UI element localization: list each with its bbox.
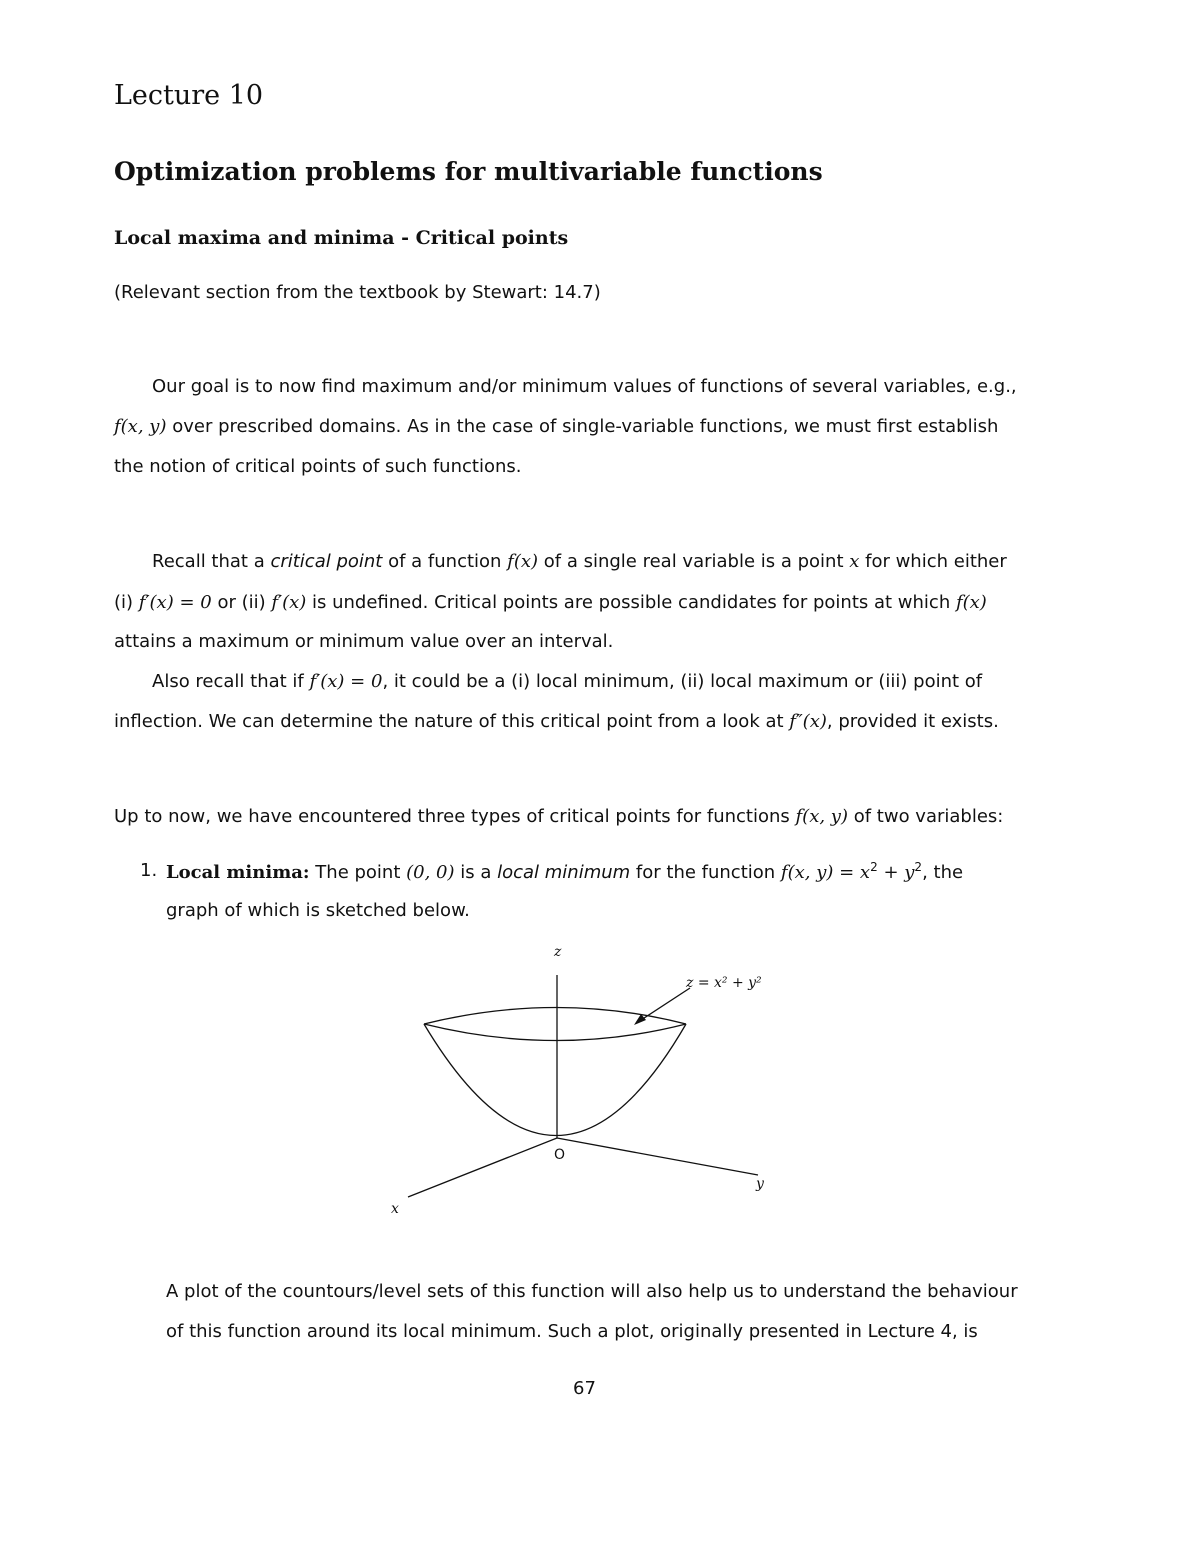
surface-equation-label: z = x² + y² [686, 975, 762, 991]
para2-line1 [152, 551, 1007, 572]
text: , it could be a (i) local minimum, (ii) local maximum or (iii) point of [382, 671, 983, 692]
text: is undefined. Critical points are possible candidates for points at which [306, 592, 956, 613]
list-item-1-line2: graph of which is sketched below. [166, 900, 470, 921]
text: is a [454, 862, 498, 883]
text: Up to now, we have encountered three types of critical points for functions [114, 806, 796, 827]
text: for which either [859, 551, 1007, 572]
y-axis-line [557, 1138, 758, 1175]
para4-line [114, 806, 1003, 827]
text: or (ii) [211, 592, 272, 613]
para2-line3: attains a maximum or minimum value over an interval. [114, 631, 614, 652]
text: for the function [630, 862, 781, 883]
subsection-title: Local maxima and minima - Critical points [114, 227, 569, 249]
z-axis-label: z [554, 944, 562, 960]
superscript: 2 [914, 860, 923, 874]
text: , the [922, 862, 964, 883]
math: f(x) [507, 551, 539, 572]
text: of a function [382, 551, 508, 572]
math: f′(x) = 0 [138, 592, 212, 613]
paraboloid-rim-front [424, 1024, 686, 1041]
text: inflection. We can determine the nature of this critical point from a look at [114, 711, 790, 732]
section-title: Optimization problems for multivariable functions [114, 157, 823, 186]
para3-line1 [152, 671, 982, 692]
math: f(x, y) [795, 806, 848, 827]
math: + y [877, 862, 915, 883]
para1-line2 [114, 416, 998, 437]
list-item-1-line1 [166, 860, 963, 883]
term-critical-point: critical point [270, 551, 383, 572]
origin-label: O [554, 1147, 566, 1163]
para1-line1: Our goal is to now find maximum and/or minimum values of functions of several variables, e.g., [152, 376, 1017, 397]
para1-line3: the notion of critical points of such functions. [114, 456, 522, 477]
list-item-number: 1. [140, 860, 158, 881]
label-arrow-line [638, 988, 690, 1022]
para3-line2 [114, 711, 999, 732]
text: The point [309, 862, 407, 883]
lecture-heading: Lecture 10 [114, 80, 264, 111]
math: f(x) [955, 592, 987, 613]
y-axis-label: y [756, 1176, 764, 1192]
text: of two variables: [848, 806, 1004, 827]
para5-line2: of this function around its local minimum. Such a plot, originally presented in Lecture 4, is [166, 1321, 978, 1342]
text: Recall that a [152, 551, 271, 572]
para5-line1: A plot of the countours/level sets of this function will also help us to understand the behaviour [166, 1281, 1018, 1302]
x-axis-line [408, 1138, 557, 1197]
math: f(x, y) = x [780, 862, 871, 883]
term-local-minimum: local minimum [497, 862, 631, 883]
text: Also recall that if [152, 671, 310, 692]
text: of a single real variable is a point [538, 551, 850, 572]
math: f′(x) [271, 592, 307, 613]
math: x [849, 551, 860, 572]
text: , provided it exists. [826, 711, 999, 732]
math: (0, 0) [406, 862, 455, 883]
math: f′(x) = 0 [309, 671, 383, 692]
para2-line2 [114, 592, 987, 613]
item-label: Local minima: [166, 862, 310, 883]
para1-line2-text: over prescribed domains. As in the case of single-variable functions, we must first establish [166, 416, 999, 437]
textbook-reference: (Relevant section from the textbook by Stewart: 14.7) [114, 282, 601, 303]
page-number: 67 [573, 1378, 596, 1399]
math-fxy: f(x, y) [114, 416, 167, 437]
x-axis-label: x [391, 1201, 399, 1217]
paraboloid-figure [380, 935, 800, 1220]
text: (i) [114, 592, 139, 613]
superscript: 2 [870, 860, 878, 874]
math: f″(x) [789, 711, 827, 732]
